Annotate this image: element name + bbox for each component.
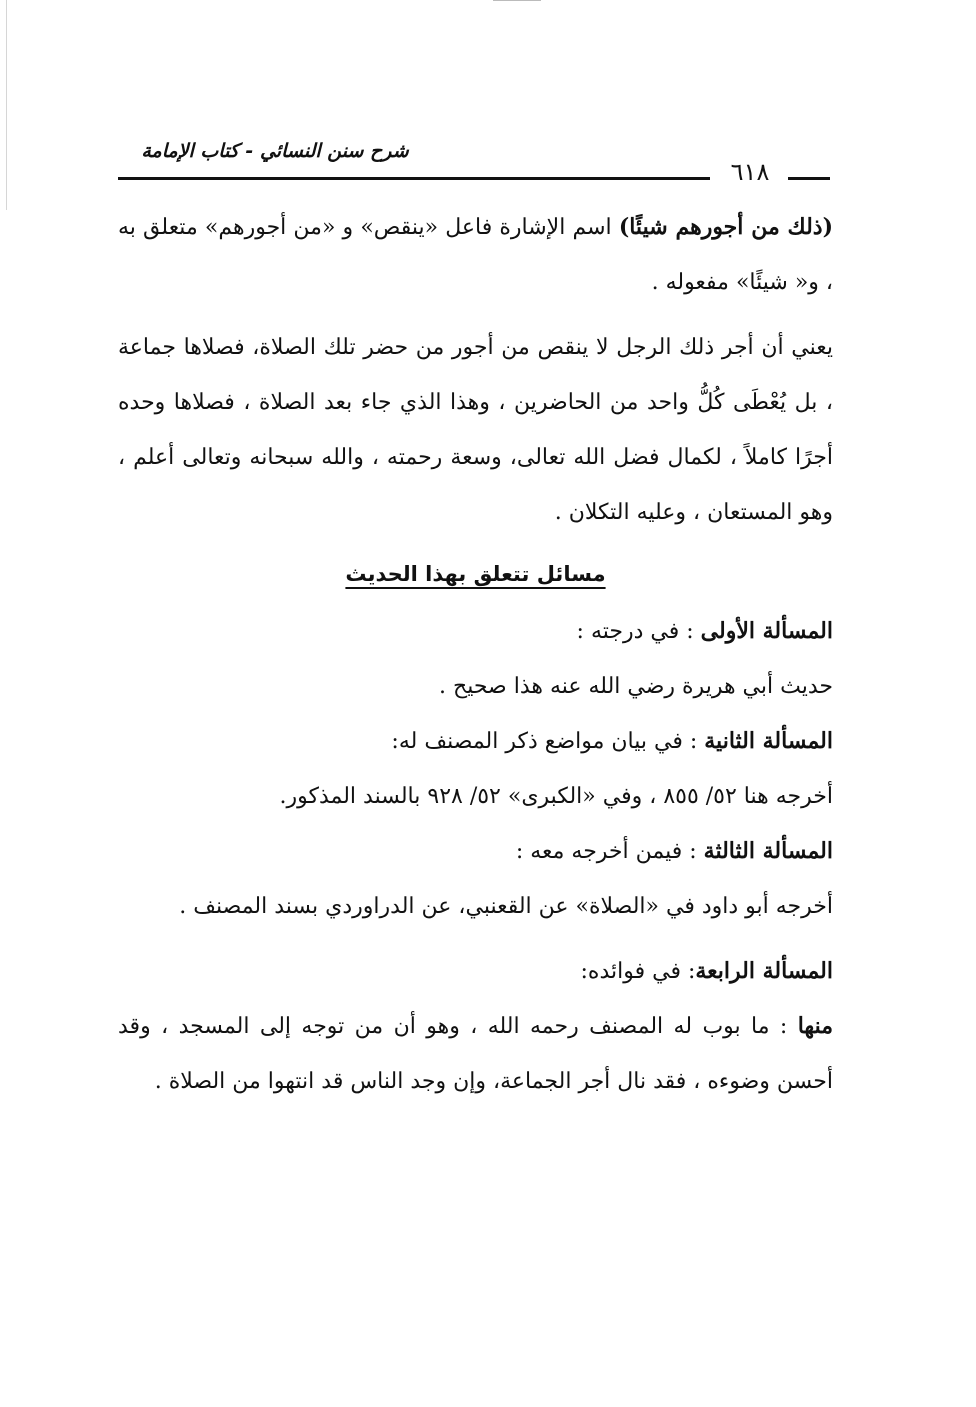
question-1	[118, 604, 833, 659]
quoted-phrase: (ذلك من أجورهم شيئًا)	[618, 214, 833, 240]
question-4-text: : في فوائده:	[580, 959, 696, 984]
question-3-label: المسألة الثالثة	[703, 838, 833, 864]
question-2-label: المسألة الثانية	[704, 728, 833, 754]
question-2	[118, 714, 833, 769]
section-heading: مسائل تتعلق بهذا الحديث	[345, 562, 606, 586]
page-number: ٦١٨	[730, 158, 770, 186]
question-2-text: : في بيان مواضع ذكر المصنف له:	[391, 729, 705, 754]
top-mark	[493, 0, 541, 9]
question-3-text: : فيمن أخرجه معه :	[515, 839, 704, 864]
header-rule-short	[788, 177, 830, 180]
paragraph-2: يعني أن أجر ذلك الرجل لا ينقص من أجور من حضر تلك الصلاة، فصلاها جماعة ، بل يُعْطَى كُلُّ واحد من الحاضرين ، وهذا الذي جاء بعد الصلاة ، فصلاها وحده أجرًا كاملاً ، لكمال فضل الله تعالى، وسعة رحمته ، والله سبحانه وتعالى أعلم ، وهو المستعان ، وعليه التكلان .	[118, 335, 833, 525]
page-body	[118, 200, 833, 1109]
question-4	[118, 944, 833, 999]
question-1-label: المسألة الأولى	[700, 618, 833, 644]
question-2-answer: أخرجه هنا ٥٢/ ٨٥٥ ، وفي «الكبرى» ٥٢/ ٩٢٨ بالسند المذكور.	[279, 784, 833, 809]
question-3	[118, 824, 833, 879]
question-4-label: المسألة الرابعة	[695, 958, 833, 984]
question-4-answer	[118, 999, 833, 1109]
benefit-text: : ما بوب له المصنف رحمه الله ، وهو أن من توجه إلى المسجد ، وقد أحسن وضوءه ، فقد نال أجر الجماعة، وإن وجد الناس قد انتهوا من الصلاة .	[118, 1014, 833, 1094]
benefit-label: منها	[797, 1013, 833, 1039]
question-1-answer: حديث أبي هريرة رضي الله عنه هذا صحيح .	[439, 674, 833, 699]
paragraph-1-text: اسم الإشارة فاعل «ينقص» و «من أجورهم» متعلق به ، و« شيئًا» مفعوله .	[118, 215, 833, 295]
paragraph-1	[118, 200, 833, 310]
running-title: شرح سنن النسائي - كتاب الإمامة	[141, 140, 409, 162]
header-rule	[118, 177, 710, 180]
page-edge-line	[6, 0, 7, 210]
question-1-text: : في درجته :	[576, 619, 701, 644]
question-3-answer: أخرجه أبو داود في «الصلاة» عن القعنبي، عن الدراوردي بسند المصنف .	[179, 894, 833, 919]
